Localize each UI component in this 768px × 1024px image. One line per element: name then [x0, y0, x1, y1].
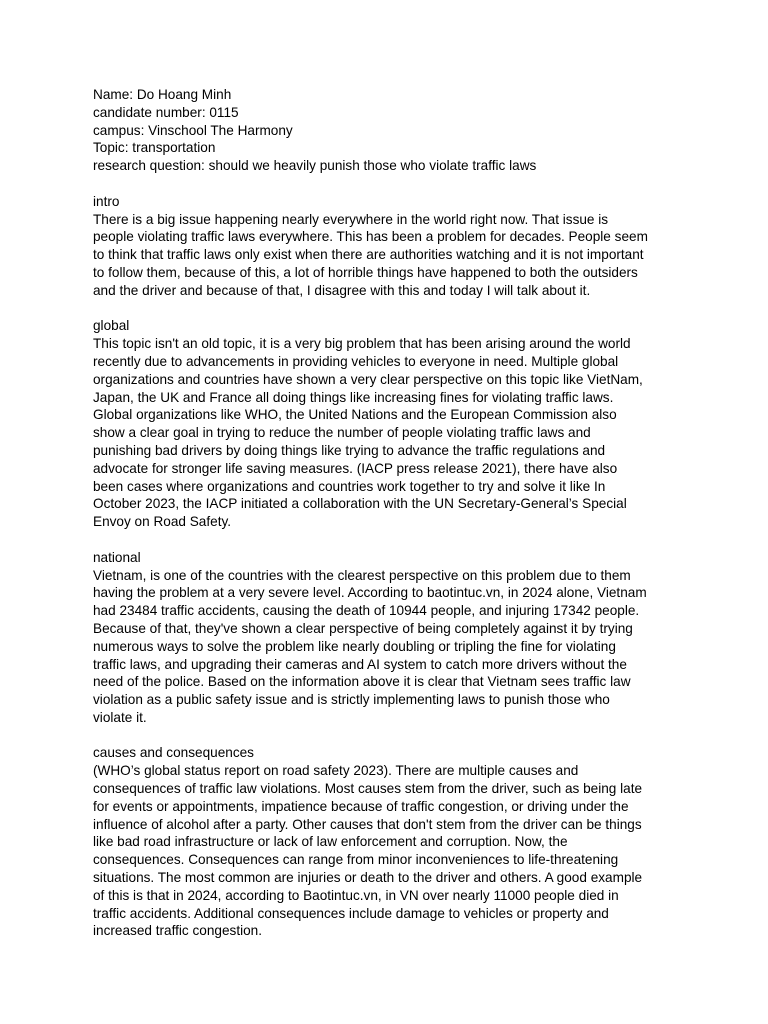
- paragraph-line: This topic isn't an old topic, it is a very big problem that has been arising around the world: [93, 336, 631, 352]
- paragraph-line: had 23484 traffic accidents, causing the death of 10944 people, and injuring 17342 people.: [93, 603, 640, 619]
- paragraph-line: Vietnam, is one of the countries with the clearest perspective on this problem due to them: [93, 567, 631, 583]
- paragraph-line: Global organizations like WHO, the United Nations and the European Commission also: [93, 407, 617, 423]
- section-spacer: [93, 300, 693, 318]
- topic: Topic: transportation: [93, 140, 216, 156]
- paragraph-line: Envoy on Road Safety.: [93, 514, 232, 530]
- paragraph-line: and the driver and because of that, I disagree with this and today I will talk about it.: [93, 282, 591, 298]
- document-body: [93, 175, 693, 940]
- section-heading: global: [93, 318, 130, 334]
- candidate-number: candidate number: 0115: [93, 104, 239, 120]
- paragraph-line: traffic laws, and upgrading their cameras and AI system to catch more drivers without the: [93, 656, 627, 672]
- section-paragraph: [93, 335, 693, 531]
- paragraph-line: like bad road infrastructure or lack of law enforcement and corruption. Now, the: [93, 834, 568, 850]
- paragraph-line: Because of that, they've shown a clear perspective of being completely against it by trying: [93, 620, 633, 636]
- section-spacer: [93, 175, 693, 193]
- paragraph-line: to think that traffic laws only exist when there are authorities watching and it is not important: [93, 247, 644, 263]
- section-heading: intro: [93, 193, 120, 209]
- section-paragraph: [93, 211, 693, 300]
- section-spacer: [93, 727, 693, 745]
- paragraph-line: advocate for stronger life saving measures. (IACP press release 2021), there have also: [93, 460, 618, 476]
- paragraph-line: punishing bad drivers by doing things like trying to advance the traffic regulations and: [93, 442, 606, 458]
- paragraph-line: people violating traffic laws everywhere. This has been a problem for decades. People seem: [93, 229, 648, 245]
- section-paragraph: [93, 762, 693, 940]
- student-name: Name: Do Hoang Minh: [93, 87, 232, 102]
- paragraph-line: been cases where organizations and countries work together to try and solve it like In: [93, 478, 606, 494]
- campus: campus: Vinschool The Harmony: [93, 122, 293, 138]
- section-heading: national: [93, 549, 141, 565]
- paragraph-line: influence of alcohol after a party. Other causes that don't stem from the driver can be things: [93, 816, 642, 832]
- paragraph-line: situations. The most common are injuries or death to the driver and others. A good example: [93, 870, 643, 886]
- paragraph-line: need of the police. Based on the information above it is clear that Vietnam sees traffic law: [93, 674, 631, 690]
- paragraph-line: Japan, the UK and France all doing things like increasing fines for violating traffic laws.: [93, 389, 614, 405]
- paragraph-line: (WHO’s global status report on road safety 2023). There are multiple causes and: [93, 763, 579, 779]
- document-header: [93, 86, 693, 175]
- section-heading: causes and consequences: [93, 745, 254, 761]
- paragraph-line: of this is that in 2024, according to Baotintuc.vn, in VN over nearly 11000 people died in: [93, 887, 619, 903]
- research-question: research question: should we heavily punish those who violate traffic laws: [93, 158, 537, 174]
- document-page: [93, 86, 693, 940]
- section-paragraph: [93, 567, 693, 727]
- paragraph-line: traffic accidents. Additional consequences include damage to vehicles or property and: [93, 905, 609, 921]
- paragraph-line: having the problem at a very severe level. According to baotintuc.vn, in 2024 alone, Vietnam: [93, 585, 647, 601]
- section-spacer: [93, 531, 693, 549]
- paragraph-line: numerous ways to solve the problem like nearly doubling or tripling the fine for violating: [93, 638, 616, 654]
- paragraph-line: October 2023, the IACP initiated a collaboration with the UN Secretary-General’s Special: [93, 496, 627, 512]
- section-intro: [93, 193, 693, 300]
- paragraph-line: increased traffic congestion.: [93, 923, 263, 939]
- paragraph-line: organizations and countries have shown a very clear perspective on this topic like VietNam,: [93, 371, 643, 387]
- paragraph-line: consequences of traffic law violations. Most causes stem from the driver, such as being late: [93, 781, 643, 797]
- paragraph-line: recently due to advancements in providing vehicles to everyone in need. Multiple global: [93, 353, 619, 369]
- section-global: [93, 317, 693, 531]
- paragraph-line: for events or appointments, impatience because of traffic congestion, or driving under the: [93, 798, 629, 814]
- paragraph-line: consequences. Consequences can range from minor inconveniences to life-threatening: [93, 852, 619, 868]
- paragraph-line: There is a big issue happening nearly everywhere in the world right now. That issue is: [93, 211, 609, 227]
- paragraph-line: to follow them, because of this, a lot of horrible things have happened to both the outsiders: [93, 264, 638, 280]
- section-national: [93, 549, 693, 727]
- section-causes-and-consequences: [93, 744, 693, 940]
- paragraph-line: violation as a public safety issue and is strictly implementing laws to punish those who: [93, 692, 610, 708]
- paragraph-line: show a clear goal in trying to reduce the number of people violating traffic laws and: [93, 425, 591, 441]
- paragraph-line: violate it.: [93, 709, 147, 725]
